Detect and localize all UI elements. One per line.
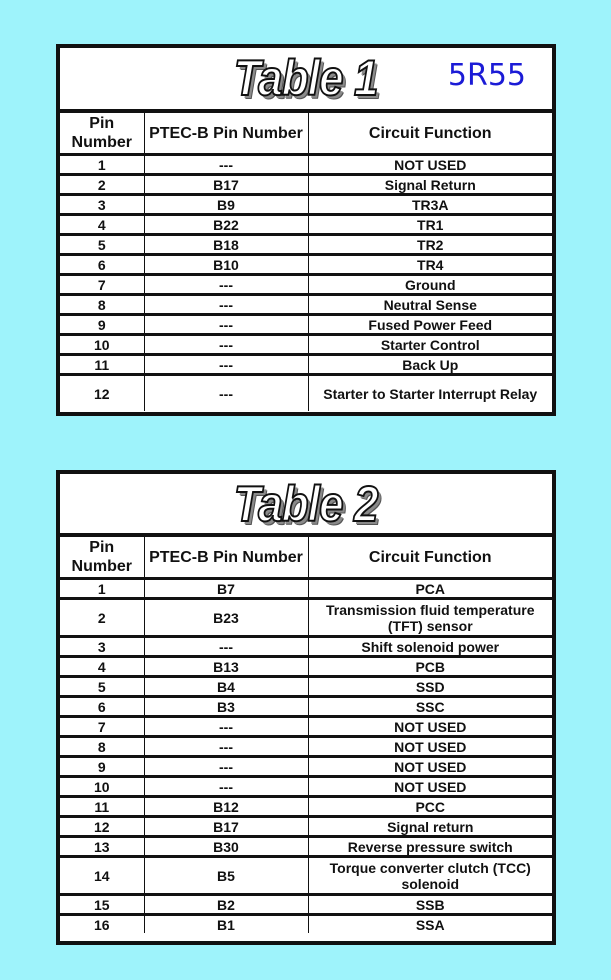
circuit-function-cell: Fused Power Feed bbox=[308, 315, 552, 335]
pin-number-cell: 3 bbox=[60, 637, 144, 657]
pin-number-cell: 6 bbox=[60, 697, 144, 717]
circuit-function-cell: NOT USED bbox=[308, 757, 552, 777]
table-1-title-bar bbox=[60, 48, 552, 112]
circuit-function-cell: Starter Control bbox=[308, 335, 552, 355]
table-row bbox=[60, 599, 552, 637]
circuit-function-cell: Torque converter clutch (TCC) solenoid bbox=[308, 857, 552, 895]
ptec-pin-cell: B7 bbox=[144, 579, 308, 599]
table-row bbox=[60, 817, 552, 837]
circuit-function-cell: PCB bbox=[308, 657, 552, 677]
ptec-pin-cell: --- bbox=[144, 717, 308, 737]
circuit-function-cell: TR3A bbox=[308, 195, 552, 215]
header-pin-number: Pin Number bbox=[60, 113, 144, 155]
table-2-panel bbox=[56, 470, 556, 945]
table-row bbox=[60, 579, 552, 599]
pin-number-cell: 1 bbox=[60, 155, 144, 175]
ptec-pin-cell: --- bbox=[144, 335, 308, 355]
circuit-function-cell: NOT USED bbox=[308, 717, 552, 737]
pin-number-cell: 6 bbox=[60, 255, 144, 275]
header-circuit-function: Circuit Function bbox=[308, 537, 552, 579]
circuit-function-cell: PCA bbox=[308, 579, 552, 599]
pin-number-cell: 9 bbox=[60, 315, 144, 335]
pin-number-cell: 4 bbox=[60, 657, 144, 677]
header-ptec-pin-number: PTEC-B Pin Number bbox=[144, 537, 308, 579]
table-row bbox=[60, 637, 552, 657]
ptec-pin-cell: --- bbox=[144, 275, 308, 295]
table-row bbox=[60, 235, 552, 255]
pin-number-cell: 7 bbox=[60, 275, 144, 295]
pin-number-cell: 11 bbox=[60, 797, 144, 817]
circuit-function-cell: TR1 bbox=[308, 215, 552, 235]
pin-number-cell: 1 bbox=[60, 579, 144, 599]
circuit-function-cell: Neutral Sense bbox=[308, 295, 552, 315]
ptec-pin-cell: --- bbox=[144, 315, 308, 335]
table-row bbox=[60, 295, 552, 315]
ptec-pin-cell: --- bbox=[144, 375, 308, 412]
table-row bbox=[60, 335, 552, 355]
ptec-pin-cell: B3 bbox=[144, 697, 308, 717]
pin-number-cell: 11 bbox=[60, 355, 144, 375]
table-row bbox=[60, 757, 552, 777]
table-1-title: Table 1 bbox=[234, 50, 378, 106]
table-row bbox=[60, 677, 552, 697]
table-row bbox=[60, 275, 552, 295]
pin-number-cell: 10 bbox=[60, 777, 144, 797]
pin-number-cell: 8 bbox=[60, 295, 144, 315]
table-1-panel bbox=[56, 44, 556, 416]
circuit-function-cell: Reverse pressure switch bbox=[308, 837, 552, 857]
ptec-pin-cell: B23 bbox=[144, 599, 308, 637]
table-row bbox=[60, 355, 552, 375]
ptec-pin-cell: B9 bbox=[144, 195, 308, 215]
ptec-pin-cell: B4 bbox=[144, 677, 308, 697]
table-row bbox=[60, 175, 552, 195]
circuit-function-cell: TR2 bbox=[308, 235, 552, 255]
table-row bbox=[60, 837, 552, 857]
pin-number-cell: 2 bbox=[60, 599, 144, 637]
circuit-function-cell: TR4 bbox=[308, 255, 552, 275]
header-ptec-pin-number: PTEC-B Pin Number bbox=[144, 113, 308, 155]
pin-number-cell: 2 bbox=[60, 175, 144, 195]
table-2-title-bar bbox=[60, 474, 552, 536]
circuit-function-cell: NOT USED bbox=[308, 155, 552, 175]
header-pin-number: Pin Number bbox=[60, 537, 144, 579]
table-row bbox=[60, 215, 552, 235]
table-1-body bbox=[60, 155, 552, 412]
table-row bbox=[60, 375, 552, 412]
table-header-row bbox=[60, 113, 552, 155]
ptec-pin-cell: B13 bbox=[144, 657, 308, 677]
ptec-pin-cell: --- bbox=[144, 777, 308, 797]
table-row bbox=[60, 195, 552, 215]
circuit-function-cell: NOT USED bbox=[308, 777, 552, 797]
pin-number-cell: 9 bbox=[60, 757, 144, 777]
ptec-pin-cell: B10 bbox=[144, 255, 308, 275]
table-row bbox=[60, 895, 552, 915]
pin-number-cell: 15 bbox=[60, 895, 144, 915]
header-circuit-function: Circuit Function bbox=[308, 113, 552, 155]
ptec-pin-cell: --- bbox=[144, 355, 308, 375]
table-row bbox=[60, 697, 552, 717]
pin-number-cell: 14 bbox=[60, 857, 144, 895]
circuit-function-cell: SSB bbox=[308, 895, 552, 915]
pin-number-cell: 7 bbox=[60, 717, 144, 737]
ptec-pin-cell: B12 bbox=[144, 797, 308, 817]
ptec-pin-cell: B17 bbox=[144, 175, 308, 195]
pin-number-cell: 13 bbox=[60, 837, 144, 857]
table-row bbox=[60, 857, 552, 895]
ptec-pin-cell: B17 bbox=[144, 817, 308, 837]
circuit-function-cell: Signal Return bbox=[308, 175, 552, 195]
ptec-pin-cell: --- bbox=[144, 295, 308, 315]
table-row bbox=[60, 255, 552, 275]
pin-number-cell: 8 bbox=[60, 737, 144, 757]
pin-number-cell: 16 bbox=[60, 915, 144, 934]
ptec-pin-cell: B22 bbox=[144, 215, 308, 235]
circuit-function-cell: Shift solenoid power bbox=[308, 637, 552, 657]
ptec-pin-cell: --- bbox=[144, 155, 308, 175]
table-row bbox=[60, 777, 552, 797]
ptec-pin-cell: --- bbox=[144, 637, 308, 657]
table-row bbox=[60, 737, 552, 757]
circuit-function-cell: SSD bbox=[308, 677, 552, 697]
table-2-title: Table 2 bbox=[234, 476, 378, 532]
circuit-function-cell: Back Up bbox=[308, 355, 552, 375]
pin-table-1 bbox=[60, 112, 552, 411]
circuit-function-cell: Signal return bbox=[308, 817, 552, 837]
pin-number-cell: 12 bbox=[60, 817, 144, 837]
table-row bbox=[60, 915, 552, 934]
circuit-function-cell: NOT USED bbox=[308, 737, 552, 757]
pin-number-cell: 12 bbox=[60, 375, 144, 412]
pin-number-cell: 5 bbox=[60, 235, 144, 255]
circuit-function-cell: Starter to Starter Interrupt Relay bbox=[308, 375, 552, 412]
circuit-function-cell: SSA bbox=[308, 915, 552, 934]
circuit-function-cell: Ground bbox=[308, 275, 552, 295]
table-row bbox=[60, 315, 552, 335]
circuit-function-cell: SSC bbox=[308, 697, 552, 717]
table-row bbox=[60, 717, 552, 737]
pin-number-cell: 10 bbox=[60, 335, 144, 355]
pin-number-cell: 5 bbox=[60, 677, 144, 697]
ptec-pin-cell: --- bbox=[144, 737, 308, 757]
model-label: 5R55 bbox=[447, 58, 526, 93]
ptec-pin-cell: B2 bbox=[144, 895, 308, 915]
table-row bbox=[60, 155, 552, 175]
table-header-row bbox=[60, 537, 552, 579]
ptec-pin-cell: B5 bbox=[144, 857, 308, 895]
circuit-function-cell: PCC bbox=[308, 797, 552, 817]
ptec-pin-cell: B18 bbox=[144, 235, 308, 255]
circuit-function-cell: Transmission fluid temperature (TFT) sensor bbox=[308, 599, 552, 637]
ptec-pin-cell: B30 bbox=[144, 837, 308, 857]
table-2-body bbox=[60, 579, 552, 934]
ptec-pin-cell: B1 bbox=[144, 915, 308, 934]
pin-table-2 bbox=[60, 536, 552, 933]
table-row bbox=[60, 657, 552, 677]
pin-number-cell: 4 bbox=[60, 215, 144, 235]
pin-number-cell: 3 bbox=[60, 195, 144, 215]
table-row bbox=[60, 797, 552, 817]
ptec-pin-cell: --- bbox=[144, 757, 308, 777]
